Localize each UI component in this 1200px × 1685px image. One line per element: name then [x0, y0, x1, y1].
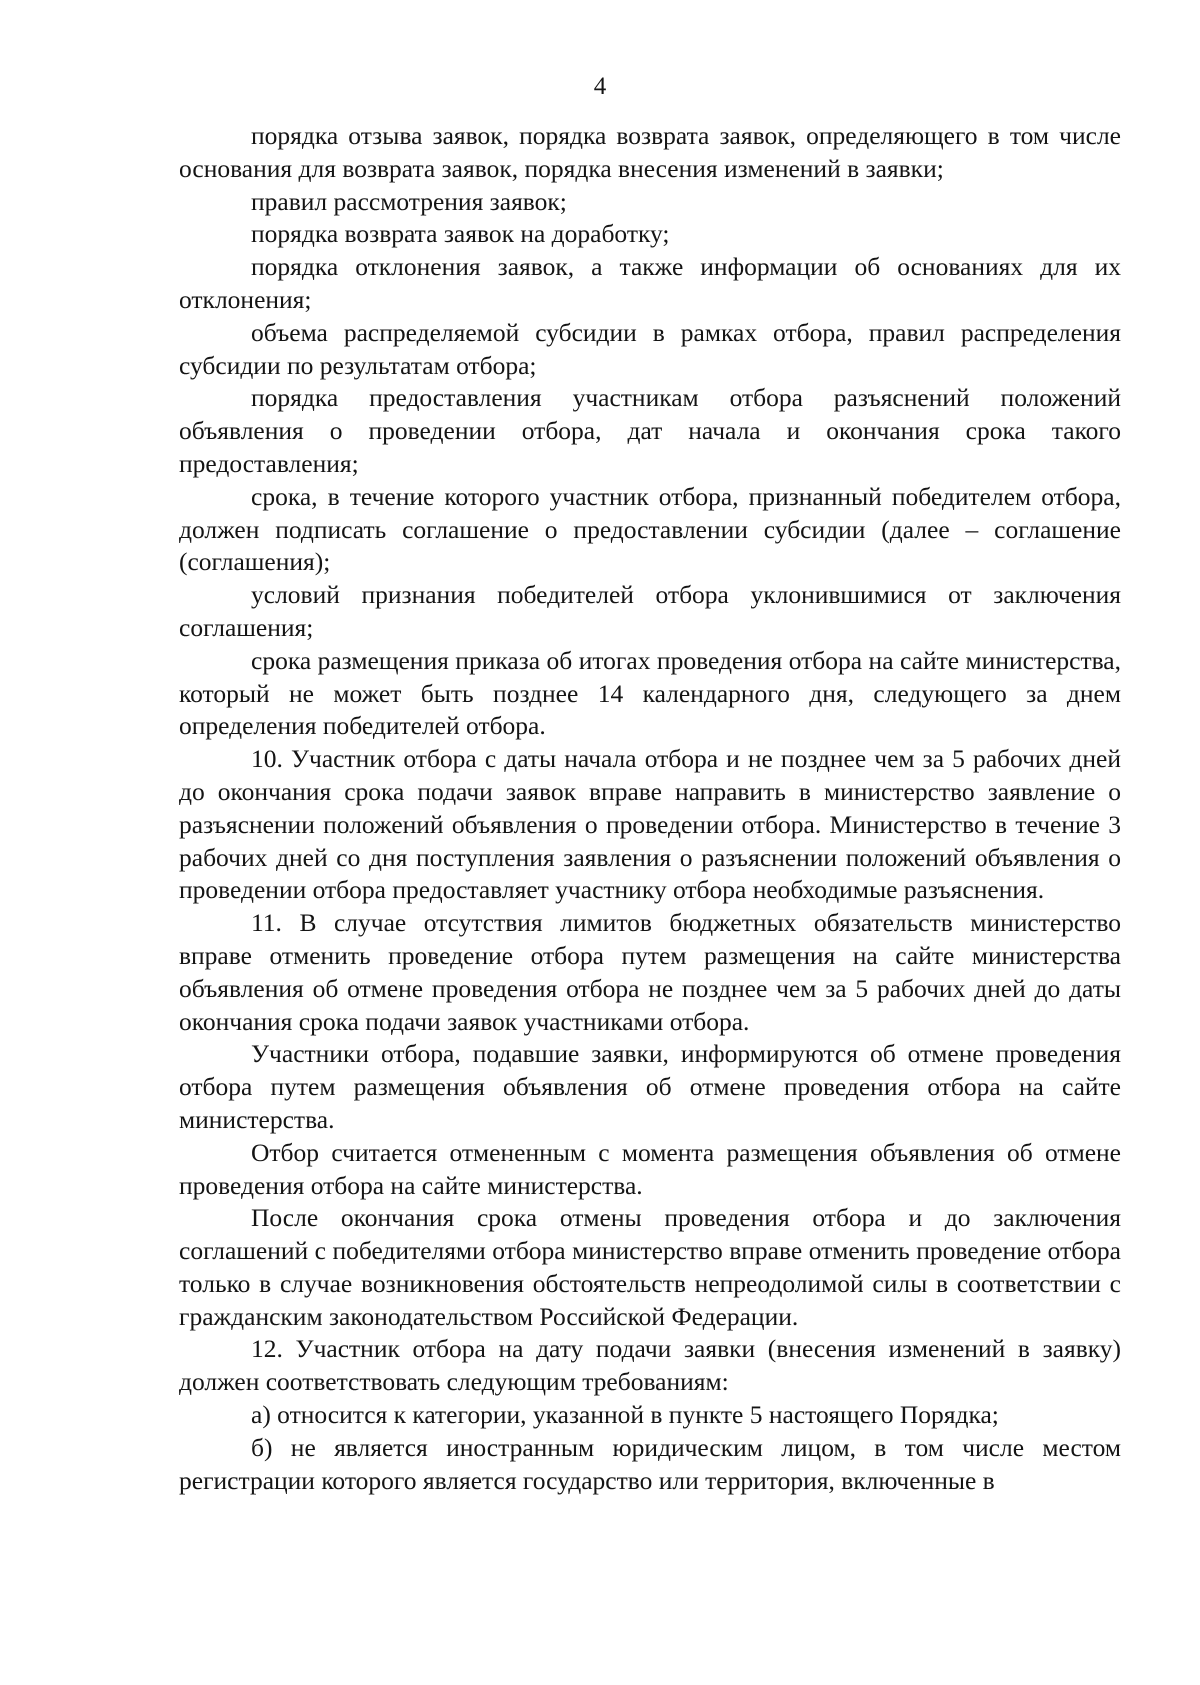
paragraph-withdrawal-order: порядка отзыва заявок, порядка возврата заявок, определяющего в том числе основания для возврата заявок, порядка внесения изменений в заявки; — [179, 121, 1121, 183]
paragraph-return-for-revision: порядка возврата заявок на доработку; — [251, 219, 670, 249]
paragraph-agreement-term: срока, в течение которого участник отбора, признанный победителем отбора, должен подписать соглашение о предоставлении субсидии (далее – соглашение (соглашения); — [179, 481, 1121, 577]
document-body — [179, 120, 1121, 1497]
paragraph-item-12a: а) относится к категории, указанной в пункте 5 настоящего Порядка; — [251, 1400, 999, 1430]
paragraph-force-majeure: После окончания срока отмены проведения отбора и до заключения соглашений с победителями отбора министерство вправе отменить проведение отбора только в случае возникновения обстоятельств непреодолимой силы в соответствии с гражданским законодательством Российской Федерации. — [179, 1203, 1121, 1331]
paragraph-cancellation-moment: Отбор считается отмененным с момента размещения объявления об отмене проведения отбора на сайте министерства. — [179, 1137, 1121, 1200]
paragraph-clarifications-order: порядка предоставления участникам отбора разъяснений положений объявления о проведении отбора, дат начала и окончания срока такого предоставления; — [179, 383, 1121, 478]
paragraph-item-12b: б) не является иностранным юридическим лицом, в том числе местом регистрации которого является государство или территория, включенные в — [179, 1432, 1121, 1495]
paragraph-item-12: 12. Участник отбора на дату подачи заявки (внесения изменений в заявку) должен соответствовать следующим требованиям: — [179, 1334, 1121, 1397]
paragraph-subsidy-volume: объема распределяемой субсидии в рамках отбора, правил распределения субсидии по результатам отбора; — [179, 317, 1121, 380]
paragraph-review-rules: правил рассмотрения заявок; — [251, 186, 567, 216]
page-number: 4 — [593, 73, 607, 100]
paragraph-item-10: 10. Участник отбора с даты начала отбора и не позднее чем за 5 рабочих дней до окончания срока подачи заявок вправе направить в министерство заявление о разъяснении положений объявления о проведении отбора. Министерство в течение 3 рабочих дней со дня поступления заявления о разъяснении положений объявления о проведении отбора предоставляет участнику отбора необходимые разъяснения. — [179, 744, 1121, 905]
paragraph-participants-informed: Участники отбора, подавшие заявки, информируются об отмене проведения отбора путем размещения объявления об отмене проведения отбора на сайте министерства. — [179, 1039, 1121, 1134]
paragraph-rejection-order: порядка отклонения заявок, а также информации об основаниях для их отклонения; — [179, 252, 1121, 314]
paragraph-evasion-conditions: условий признания победителей отбора уклонившимися от заключения соглашения; — [179, 580, 1121, 642]
paragraph-item-11: 11. В случае отсутствия лимитов бюджетных обязательств министерство вправе отменить проведение отбора путем размещения на сайте министерства объявления об отмене проведения отбора не позднее чем за 5 рабочих дней до даты окончания срока подачи заявок участниками отбора. — [179, 908, 1121, 1036]
paragraph-results-publication: срока размещения приказа об итогах проведения отбора на сайте министерства, который не может быть позднее 14 календарного дня, следующего за днем определения победителей отбора. — [179, 645, 1121, 741]
